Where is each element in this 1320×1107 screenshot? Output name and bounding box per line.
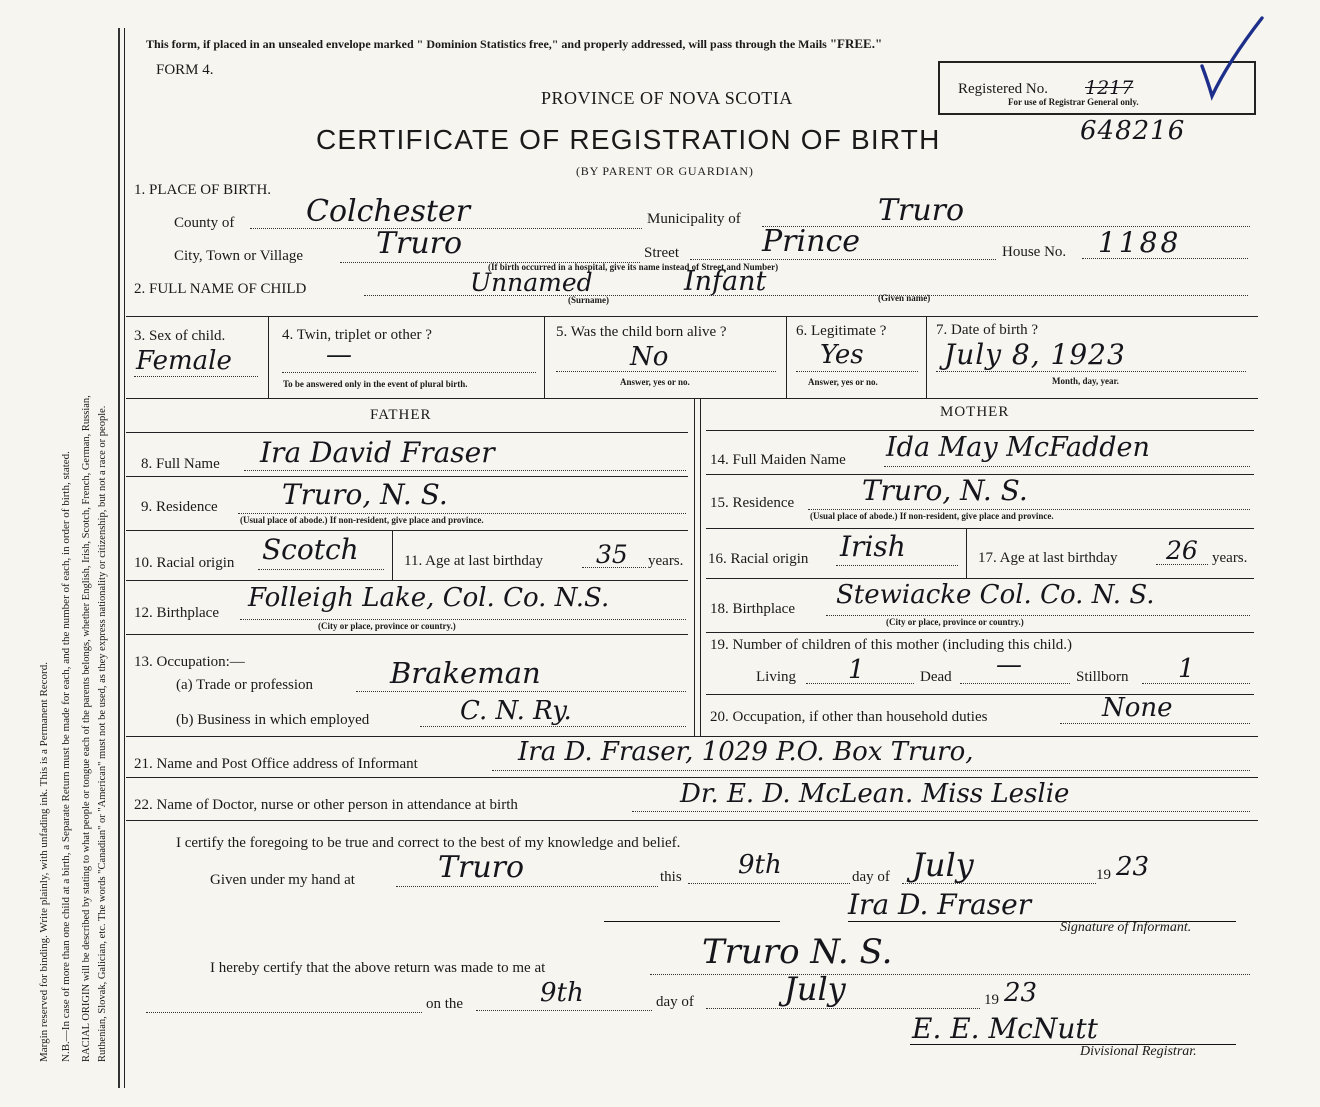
father-birthplace-line [240,619,686,620]
parents-divider [694,398,695,736]
place-of-birth-label: 1. PLACE OF BIRTH. [134,182,272,198]
father-residence-line [238,513,686,514]
father-racial-line [258,569,384,570]
dead-label: Dead [920,669,952,685]
margin-note-2: N.B.—In case of more than one child at a birth, a Separate Return must be made for each, and the number of each, in order of birth, stated. [60,451,72,1062]
registrar-day-line [476,1010,652,1011]
child-name-label: 2. FULL NAME OF CHILD [134,281,307,297]
registrar-note: For use of Registrar General only. [1008,97,1139,107]
mother-children-label: 19. Number of children of this mother (including this child.) [710,637,1073,653]
registrar-place-value: Truro N. S. [702,932,893,972]
mother-residence-line [808,509,1250,510]
informant-signature-label: Signature of Informant. [1060,920,1192,935]
father-residence-label: 9. Residence [141,499,218,515]
rule-attendant [126,820,1258,821]
informant-signature: Ira D. Fraser [848,888,1032,921]
binding-margin [0,0,122,1107]
dob-line [936,371,1246,372]
mother-heading: MOTHER [940,404,1010,420]
mother-name-line [884,466,1250,467]
div-3 [786,316,787,398]
street-label: Street [644,245,679,261]
registered-number: 1217 [1085,77,1134,99]
registrar-place-line [650,974,1250,975]
rule-father-1 [126,432,688,433]
year-value: 23 [1116,852,1150,882]
mother-occupation-line [1060,723,1250,724]
rule-father-5 [126,634,688,635]
registrar-signature: E. E. McNutt [912,1012,1098,1045]
father-business-value: C. N. Ry. [460,696,572,726]
given-caption: (Given name) [878,293,931,303]
dob-note: Month, day, year. [1052,376,1119,386]
form-number: FORM 4. [156,62,214,78]
rule-father-3 [126,530,688,531]
sex-label: 3. Sex of child. [134,328,226,344]
rule-mother-5 [706,632,1254,633]
county-value: Colchester [306,194,471,229]
sex-value: Female [136,346,232,376]
twin-value: — [326,340,352,370]
dayof-label: day of [852,869,890,885]
margin-note-3: RACIAL ORIGIN will be described by stating to what people or tongue each of the parents belongs, whether English, Irish, Scotch, French, German, Russian, [81,395,92,1062]
mother-age-value: 26 [1166,536,1198,565]
sex-line [134,376,258,377]
city-value: Truro [376,226,463,261]
mother-birthplace-value: Stewiacke Col. Co. N. S. [836,580,1155,610]
on-the-label: on the [426,996,464,1012]
registrar-day-value: 9th [540,978,584,1008]
dob-label: 7. Date of birth ? [936,322,1039,338]
postal-note-free: "FREE." [829,36,883,51]
check-mark-icon [1196,14,1268,104]
municipality-label: Municipality of [647,211,741,227]
mother-birthplace-line [826,615,1250,616]
dead-value: — [996,650,1022,680]
attendant-line [632,811,1250,812]
rule-father-2 [126,476,688,477]
father-birthplace-note: (City or place, province or country.) [318,621,456,631]
day-line [688,883,850,884]
municipality-value: Truro [878,193,965,228]
rule-bottom-details [126,398,1258,399]
father-years: years. [648,553,684,569]
certificate-number: 648216 [1080,116,1186,146]
street-line [690,259,996,260]
rule-mother-4 [706,578,1254,579]
mother-name-value: Ida May McFadden [886,432,1150,463]
mother-years: years. [1212,550,1248,566]
certification-statement: I certify the foregoing to be true and correct to the best of my knowledge and belief. [176,835,681,851]
mother-birthplace-label: 18. Birthplace [710,601,795,617]
mother-racial-value: Irish [840,530,906,563]
stillborn-line [1142,683,1250,684]
registrar-signature-label: Divisional Registrar. [1080,1044,1197,1059]
rule-mother-1 [706,430,1254,431]
certificate-title: CERTIFICATE OF REGISTRATION OF BIRTH [316,124,941,155]
father-name-label: 8. Full Name [141,456,220,472]
living-label: Living [756,669,796,685]
binding-border-inner [124,28,125,1088]
given-place-line [396,886,658,887]
province-heading: PROVINCE OF NOVA SCOTIA [541,88,793,108]
father-age-label: 11. Age at last birthday [404,553,543,569]
margin-note-4: Ruthenian, Slovak, Galician, etc. The words "Canadian" or "American" must not be used, as they express nationality or citizenship, but not a race or people. [97,405,108,1062]
mother-occupation-label: 20. Occupation, if other than household duties [710,709,988,725]
father-trade-label: (a) Trade or profession [176,677,314,693]
mother-occupation-value: None [1102,693,1173,723]
rule-mother-3 [706,528,1254,529]
father-business-line [420,726,686,727]
dead-line [960,683,1070,684]
street-value: Prince [762,224,860,259]
postal-note [146,36,882,52]
house-value: 1188 [1098,226,1182,259]
day-value: 9th [738,850,782,880]
father-heading: FATHER [370,407,432,423]
living-value: 1 [848,655,865,685]
father-name-value: Ira David Fraser [260,436,495,469]
mother-racial-label: 16. Racial origin [708,551,809,567]
alive-note: Answer, yes or no. [620,377,690,387]
father-residence-note: (Usual place of abode.) If non-resident, give place and province. [240,515,484,525]
mother-residence-label: 15. Residence [710,495,795,511]
twin-line [282,372,536,373]
parents-divider-2 [700,398,701,736]
rule-father-4 [126,580,688,581]
city-label: City, Town or Village [174,248,304,264]
registrar-year-prefix: 19 [984,992,999,1008]
informant-line [492,770,1250,771]
surname-caption: (Surname) [568,295,609,305]
registrar-statement: I hereby certify that the above return was made to me at [210,960,546,976]
stillborn-value: 1 [1178,654,1195,684]
postal-note-text: This form, if placed in an unsealed envelope marked " Dominion Statistics free," and properly addressed, will pass through the Mails [146,37,830,51]
legit-label: 6. Legitimate ? [796,323,887,339]
legit-note: Answer, yes or no. [808,377,878,387]
div-4 [926,316,927,398]
div-2 [544,316,545,398]
father-racial-divider [392,530,393,580]
father-birthplace-value: Folleigh Lake, Col. Co. N.S. [248,583,610,613]
father-business-label: (b) Business in which employed [176,712,370,728]
margin-note-1: Margin reserved for binding. Write plainly, with unfading ink. This is a Permanent Record. [38,662,50,1062]
house-label: House No. [1002,244,1067,260]
child-given-value: Infant [684,266,767,297]
mother-residence-value: Truro, N. S. [862,474,1028,507]
attendant-label: 22. Name of Doctor, nurse or other person in attendance at birth [134,797,518,813]
legit-line [796,371,918,372]
mother-racial-divider [966,528,967,578]
alive-label: 5. Was the child born alive ? [556,324,727,340]
certificate-subtitle: (BY PARENT OR GUARDIAN) [576,164,754,178]
given-label: Given under my hand at [210,872,355,888]
rule-informant [126,777,1258,778]
father-trade-line [356,691,686,692]
father-racial-value: Scotch [262,533,359,566]
county-label: County of [174,215,235,231]
dob-value: July 8, 1923 [944,338,1126,371]
attendant-value: Dr. E. D. McLean. Miss Leslie [680,779,1070,809]
registrar-month-value: July [784,970,846,1008]
informant-value: Ira D. Fraser, 1029 P.O. Box Truro, [518,737,974,767]
father-occupation-label: 13. Occupation:— [134,654,245,670]
legit-value: Yes [820,340,864,370]
this-label: this [660,869,682,885]
child-surname-value: Unnamed [470,268,593,297]
stillborn-label: Stillborn [1076,669,1129,685]
twin-note: To be answered only in the event of plural birth. [283,379,468,389]
registrar-month-line [706,1008,980,1009]
father-residence-value: Truro, N. S. [282,478,448,511]
mother-age-label: 17. Age at last birthday [978,550,1118,566]
informant-label: 21. Name and Post Office address of Informant [134,756,418,772]
father-name-line [244,470,686,471]
mother-birthplace-note: (City or place, province or country.) [886,617,1024,627]
div-1 [268,316,269,398]
binding-border [118,28,120,1088]
registered-label: Registered No. [958,81,1048,97]
given-place-value: Truro [438,850,525,885]
year-prefix: 19 [1096,867,1111,883]
hospital-note: (If birth occurred in a hospital, give its name instead of Street and Number) [488,262,779,272]
signature-line-left [604,921,780,922]
mother-racial-line [836,565,958,566]
father-trade-value: Brakeman [390,656,541,690]
mother-residence-note: (Usual place of abode.) If non-resident, give place and province. [810,511,1054,521]
rule-top-details [126,316,1258,317]
mother-name-label: 14. Full Maiden Name [710,452,846,468]
registrar-left-line [146,1012,422,1013]
father-racial-label: 10. Racial origin [134,555,235,571]
registrar-year-value: 23 [1004,978,1038,1008]
father-birthplace-label: 12. Birthplace [134,605,219,621]
alive-value: No [630,342,669,372]
twin-label: 4. Twin, triplet or other ? [282,327,432,343]
father-age-value: 35 [596,540,628,569]
registrar-dayof-label: day of [656,994,694,1010]
month-value: July [912,846,974,884]
